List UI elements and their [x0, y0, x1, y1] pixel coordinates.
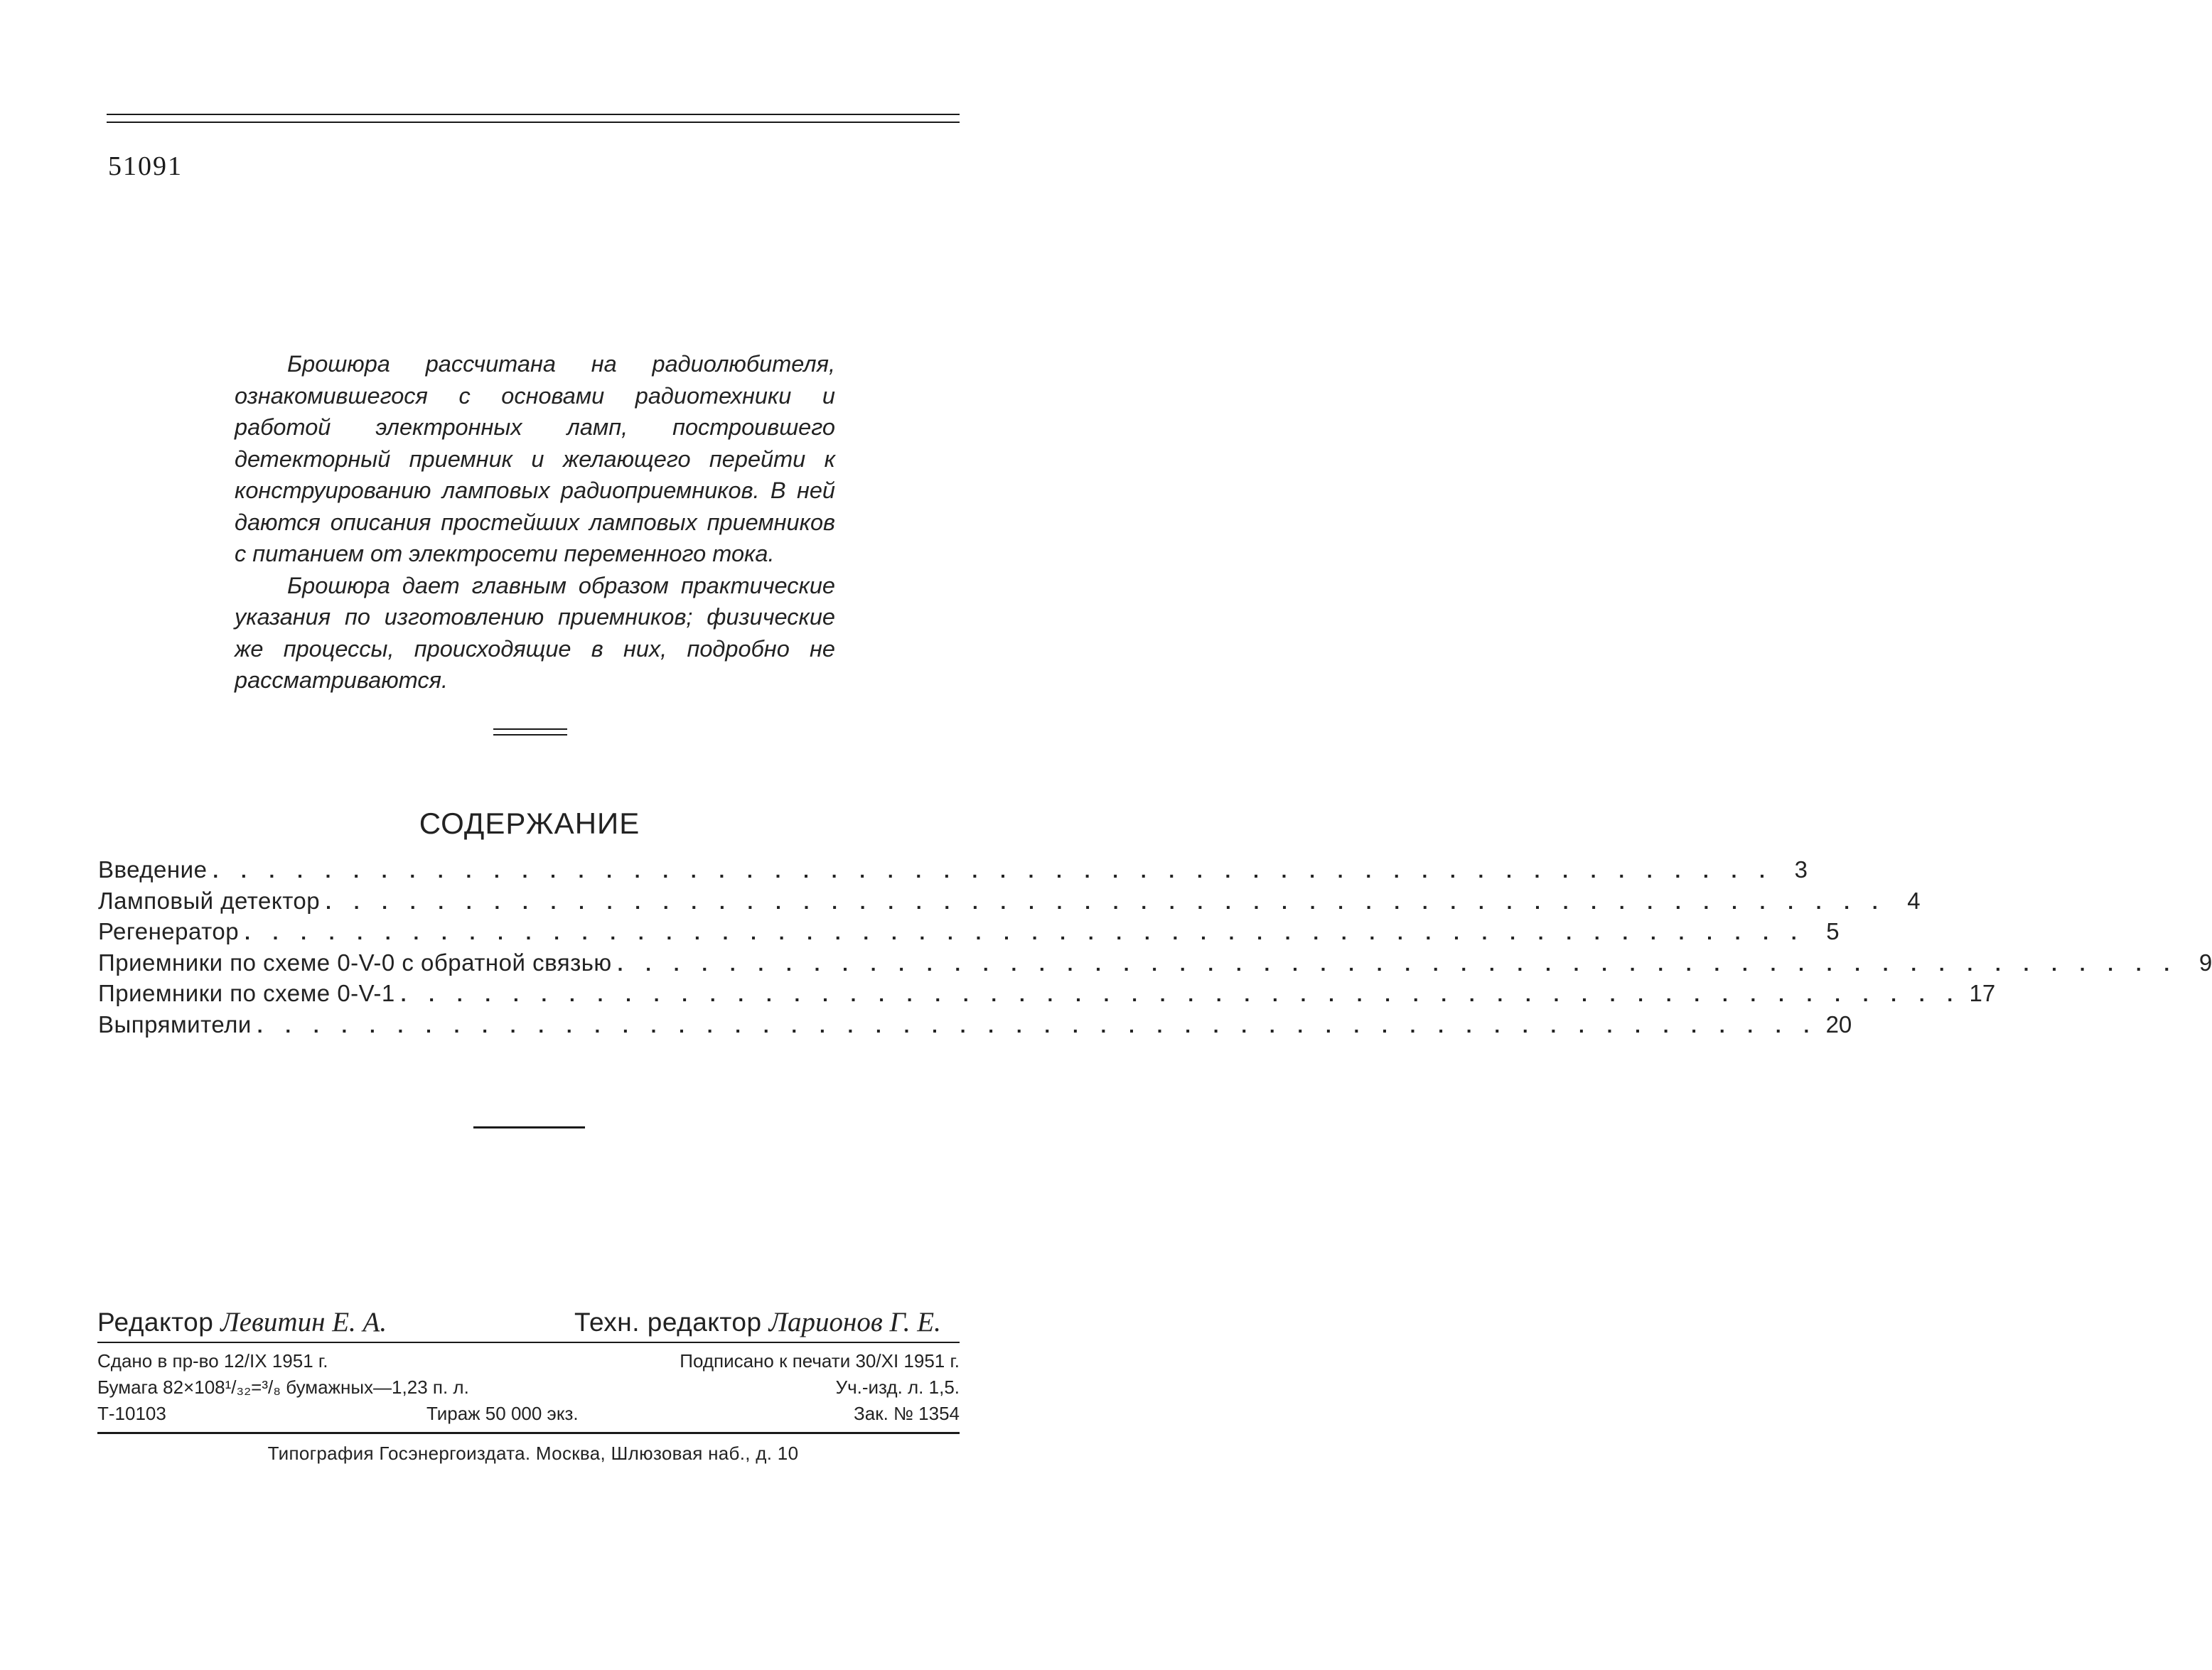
toc-row-rectifiers[interactable] [98, 1011, 1852, 1043]
toc-leader: . . . . . . . . . . . . . . . . . . . . . . . . . . . . . . . . . . . . . . . . . . . . . . . . . . . . . . . . [617, 952, 2179, 975]
table-of-contents [98, 856, 2212, 1042]
toc-row-regenerator[interactable] [98, 918, 1840, 949]
separator-rule-1 [493, 728, 567, 730]
separator-rule-2 [493, 734, 567, 736]
imprint-order: Зак. № 1354 [854, 1403, 960, 1424]
toc-leader: . . . . . . . . . . . . . . . . . . . . . . . . . . . . . . . . . . . . . . . . . . . . . . . . . . . . . . . . [213, 860, 1773, 882]
tech-editor-credit [574, 1306, 941, 1338]
toc-row-tube-detector[interactable] [98, 887, 1921, 919]
imprint-print-run: Тираж 50 000 экз. [426, 1403, 579, 1424]
toc-label: Ламповый детектор [98, 887, 321, 914]
imprint-paper: Бумага 82×108¹/₃₂=³/₈ бумажных—1,23 п. л. [97, 1377, 469, 1398]
imprint-bottom-rule [97, 1432, 960, 1434]
toc-leader: . . . . . . . . . . . . . . . . . . . . . . . . . . . . . . . . . . . . . . . . . . . . . . . . . . . . . . . . [400, 984, 1962, 1006]
imprint-index: Т-10103 [97, 1403, 166, 1424]
toc-leader: . . . . . . . . . . . . . . . . . . . . . . . . . . . . . . . . . . . . . . . . . . . . . . . . . . . . . . . . [245, 922, 1805, 944]
separator-rule-3 [473, 1126, 585, 1128]
toc-title: СОДЕРЖАНИЕ [419, 807, 640, 840]
document-code: 51091 [108, 151, 183, 181]
abstract [235, 348, 835, 696]
imprint-submitted: Сдано в пр-во 12/IX 1951 г. [97, 1350, 328, 1372]
printer-line: Типография Госэнергоиздата. Москва, Шлюзовая наб., д. 10 [267, 1443, 799, 1464]
toc-leader: . . . . . . . . . . . . . . . . . . . . . . . . . . . . . . . . . . . . . . . . . . . . . . . . . . . . . . . . [326, 890, 1886, 913]
imprint-publisher-sheets: Уч.-изд. л. 1,5. [835, 1377, 960, 1398]
toc-page-number: 17 [1969, 980, 1996, 1006]
toc-page-number: 9 [2198, 949, 2212, 976]
toc-row-receivers-0v0[interactable] [98, 949, 2212, 981]
toc-label: Выпрямители [98, 1011, 252, 1038]
toc-label: Приемники по схеме 0-V-1 [98, 980, 395, 1006]
editor-credit [97, 1306, 387, 1338]
toc-page-number: 20 [1825, 1011, 1852, 1038]
toc-row-introduction[interactable] [98, 856, 1808, 888]
abstract-paragraph-1: Брошюра рассчитана на радиолюбителя, ознакомившегося с основами радиотехники и работой электронных ламп, построившего детекторный приемник и желающего перейти к конструированию ламповых радиоприемников. В ней даются описания простейших ламповых приемников с питанием от электросети переменного тока. [235, 351, 835, 566]
toc-row-receivers-0v1[interactable] [98, 980, 1996, 1011]
abstract-paragraph-2: Брошюра дает главным образом практические указания по изготовлению приемников; физические же процессы, происходящие в них, подробно не рассматриваются. [235, 572, 835, 693]
top-rule-1 [107, 114, 960, 115]
imprint-top-rule [97, 1342, 960, 1343]
tech-editor-name: Ларионов Г. Е. [768, 1307, 941, 1337]
editor-label: Редактор [97, 1308, 214, 1337]
toc-leader: . . . . . . . . . . . . . . . . . . . . . . . . . . . . . . . . . . . . . . . . . . . . . . . . . . . . . . . . [257, 1014, 1818, 1037]
top-rule-2 [107, 122, 960, 123]
toc-page-number: 4 [1907, 887, 1921, 914]
toc-label: Приемники по схеме 0-V-0 с обратной связью [98, 949, 612, 976]
toc-label: Введение [98, 856, 208, 883]
toc-page-number: 3 [1794, 856, 1808, 883]
editor-name: Левитин Е. А. [220, 1307, 387, 1337]
tech-editor-label: Техн. редактор [574, 1308, 762, 1337]
toc-label: Регенератор [98, 918, 240, 944]
toc-page-number: 5 [1826, 918, 1840, 944]
imprint-signed: Подписано к печати 30/XI 1951 г. [680, 1350, 960, 1372]
